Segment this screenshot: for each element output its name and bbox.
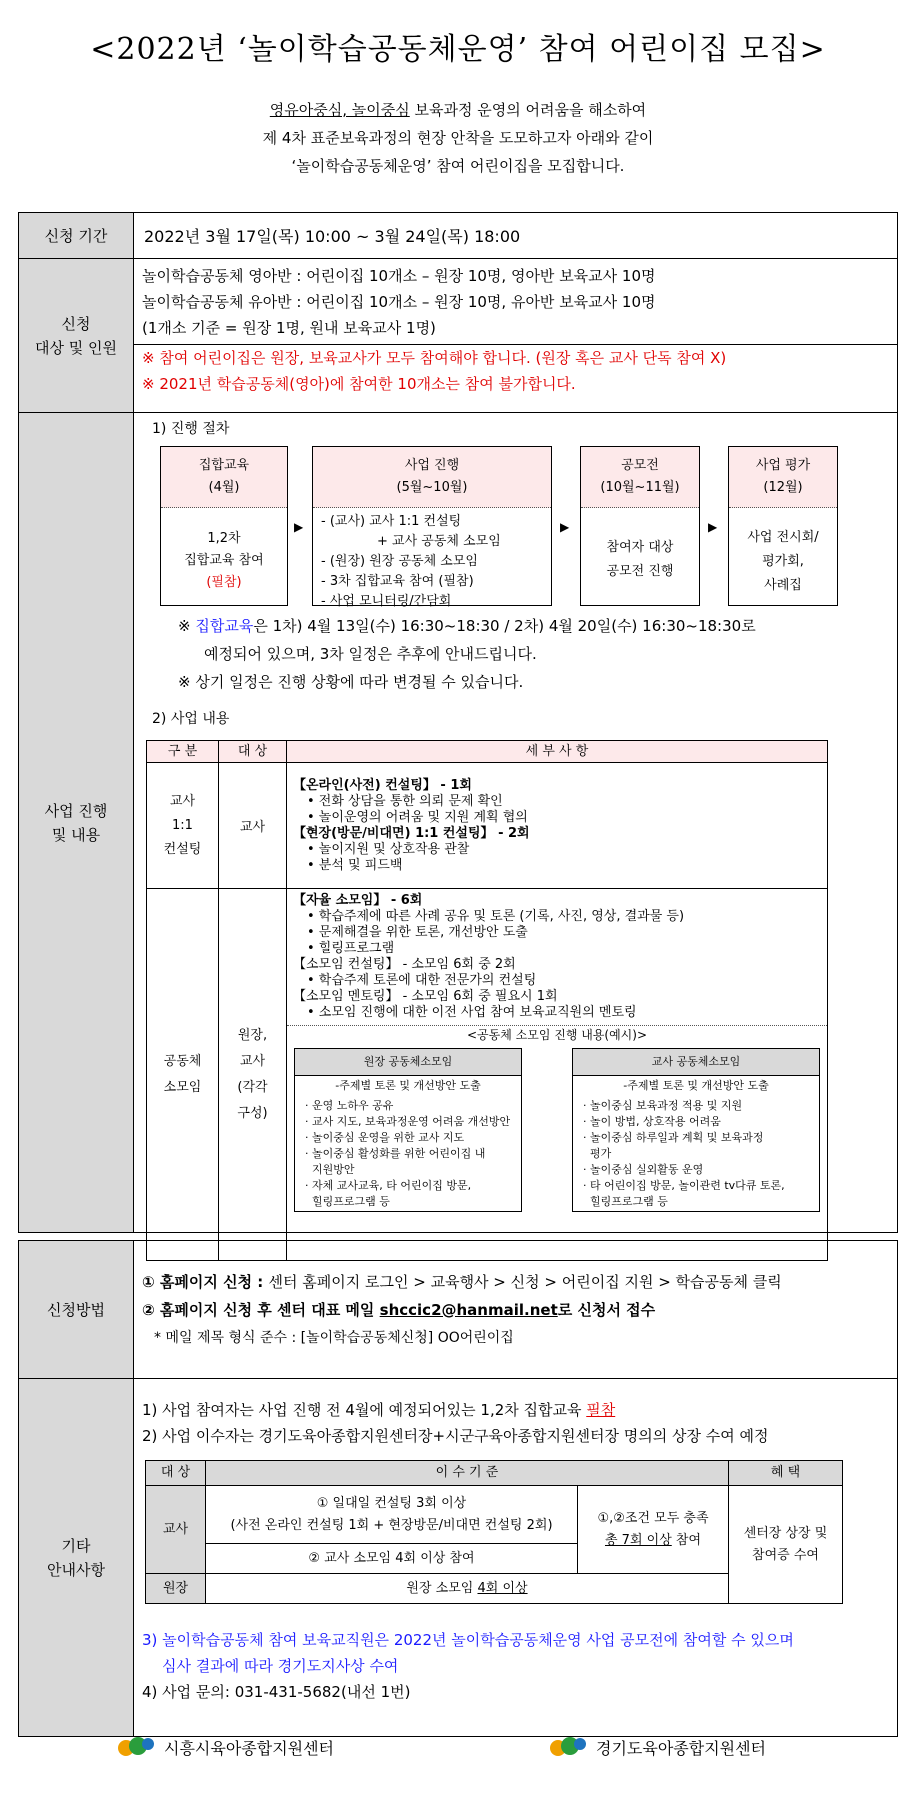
list-item: · 놀이중심 하루일과 계획 및 보육과정 xyxy=(583,1131,764,1144)
arrow-icon: ▶ xyxy=(560,520,570,534)
list-item: 힐링프로그램 등 xyxy=(305,1195,390,1208)
arrow-icon: ▶ xyxy=(294,520,304,534)
step-box-training: 집합교육 (4월) 1,2차 집합교육 참여 (필참) xyxy=(160,446,288,606)
row-community-target: 원장, 교사 (각각 구성) xyxy=(219,889,287,1261)
director-group-box: 원장 공동체소모임 -주제별 토론 및 개선방안 도출 · 운영 노하우 공유 · 교사 지도, 보육과정운영 어려움 개선방안 · 놀이중심 운영을 위한 교사 지도 · 놀이중심 활성화를 위한 어린이집 내 지원방안 · 자체 교사교육, 타 어린이집 방문, 힐링프로그램 등 xyxy=(294,1048,522,1212)
footer-logo-left: 시흥시육아종합지원센터 xyxy=(116,1734,334,1760)
row-community-detail: 【자율 소모임】 - 6회 • 학습주제에 따른 사례 공유 및 토론 (기록, 사진, 영상, 결과물 등) • 문제해결을 위한 토론, 개선방안 도출 • 힐링프로그램 【소모임 컨설팅】 - 소모임 6회 중 2회 • 학습주제 토론에 대한 전문가의 컨설팅 【소모임 멘토링】 - 소모임 6회 중 필요시 1회 • 소모임 진행에 대한 이전 사업 참여 보육교직원의 멘토링 <공동체 소모임 진행 내용(예시)> xyxy=(287,889,828,1261)
apply-content: ① 홈페이지 신청 : 센터 홈페이지 로그인 > 교육행사 > 신청 > 어린이집 지원 > 학습공동체 클릭 ② 홈페이지 신청 후 센터 대표 메일 shccic2@hanmail.net로 신청서 접수 * 메일 제목 형식 준수 : [놀이학습공동체신청] OO어린이집 xyxy=(134,1241,898,1379)
row-community-type: 공동체 소모임 xyxy=(147,889,219,1261)
row-consulting-target: 교사 xyxy=(219,763,287,889)
completion-table: 대 상 이 수 기 준 혜 택 교사 ① 일대일 컨설팅 3회 이상 (사전 온라인 컨설팅 1회 + 현장방문/비대면 컨설팅 2회) ①,②조건 모두 충족 총 7회 이상 참여 센터장 상장 및 참여증 수여 ② 교사 소모임 4회 이상 참여 원장 원장 소모임 4회 이상 xyxy=(145,1460,843,1604)
list-item: 힐링프로그램 등 xyxy=(583,1195,668,1208)
period-value: 2022년 3월 17일(목) 10:00 ~ 3월 24일(목) 18:00 xyxy=(134,213,898,259)
center-logo-icon xyxy=(548,1734,590,1760)
list-item: · 운영 노하우 공유 xyxy=(305,1099,394,1112)
arrow-icon: ▶ xyxy=(708,520,718,534)
target-note-1: ※ 참여 어린이집은 원장, 보육교사가 모두 참여해야 합니다. (원장 혹은 교사 단독 참여 X) xyxy=(142,349,727,367)
process-section-2: 2) 사업 내용 xyxy=(152,711,230,727)
schedule-note: ※ 집합교육은 1차) 4월 13일(수) 16:30~18:30 / 2차) 4월 20일(수) 16:30~18:30로 예정되어 있으며, 3차 일정은 추후에 안내드립니다. ※ 상기 일정은 진행 상황에 따라 변경될 수 있습니다. xyxy=(178,617,756,691)
list-item: · 놀이중심 보육과정 적용 및 지원 xyxy=(583,1099,743,1112)
process-label: 사업 진행 및 내용 xyxy=(19,413,134,1233)
list-item: · 놀이중심 실외활동 운영 xyxy=(583,1163,704,1176)
period-label: 신청 기간 xyxy=(19,213,134,259)
list-item: · 놀이중심 활성화를 위한 어린이집 내 xyxy=(305,1147,486,1160)
list-item: · 타 어린이집 방문, 놀이관련 tv다큐 토론, xyxy=(583,1179,785,1192)
etc-label: 기타 안내사항 xyxy=(19,1379,134,1737)
teacher-group-box: 교사 공동체소모임 -주제별 토론 및 개선방안 도출 · 놀이중심 보육과정 적용 및 지원 · 놀이 방법, 상호작용 어려움 · 놀이중심 하루일과 계획 및 보육과정 평가 · 놀이중심 실외활동 운영 · 타 어린이집 방문, 놀이관련 tv다큐 토론, 힐링프로그램 등 xyxy=(572,1048,820,1212)
example-caption: <공동체 소모임 진행 내용(예시)> xyxy=(287,1025,827,1044)
content-table: 구 분 대 상 세 부 사 항 교사 1:1 컨설팅 교사 【온라인(사전) 컨설팅】 - 1회 • 전화 상담을 통한 의뢰 문제 확인 • 놀이운영의 어려움 및 지원 계획 협의 【현장(방문/비대면) 1:1 컨설팅】 - 2회 • 놀이지원 및 상호작용 관찰 • 분석 및 피드백 공동체 소모임 원장, 교사 (각각 구성) 【자율 소모임】 - 6회 • 학습주제에 따른 사례 공유 및 토론 (기록, 사진, 영상, 결과물 등) • 문제해결을 위한 토론, 개선방안 도출 • 힐링프로그램 【소모임 컨설팅】 - 소모임 6회 중 2회 • 학습주제 토론에 대한 전문가의 컨설팅 【소모임 멘토링】 - 소모임 6회 중 필요시 1회 • 소모임 진행에 대한 이전 사업 참여 보육교직원의 멘토링 <공동체 소모임 진행 내용(예시)> xyxy=(146,740,828,1261)
target-content: 놀이학습공동체 영아반 : 어린이집 10개소 – 원장 10명, 영아반 보육교사 10명 놀이학습공동체 유아반 : 어린이집 10개소 – 원장 10명, 유아반 보육교사 10명 (1개소 기준 = 원장 1명, 원내 보육교사 1명) ※ 참여 어린이집은 원장, 보육교사가 모두 참여해야 합니다. (원장 혹은 교사 단독 참여 X) ※ 2021년 학습공동체(영아)에 참여한 10개소는 참여 불가합니다. xyxy=(134,259,898,413)
email-link[interactable]: shccic2@hanmail.net xyxy=(379,1300,558,1319)
step-box-contest: 공모전 (10월~11월) 참여자 대상 공모전 진행 xyxy=(580,446,700,606)
footer-logo-right: 경기도육아종합지원센터 xyxy=(548,1734,766,1760)
page-title: <2022년 ‘놀이학습공동체운영’ 참여 어린이집 모집> xyxy=(90,32,826,67)
intro-emphasis: 영유아중심, 놀이중심 xyxy=(269,101,410,119)
list-item: 지원방안 xyxy=(305,1163,355,1176)
etc-content: 1) 사업 참여자는 사업 진행 전 4월에 예정되어있는 1,2차 집합교육 필참 2) 사업 이수자는 경기도육아종합지원센터장+시군구육아종합지원센터장 명의의 상장 수여 예정 3) 놀이학습공동체 참여 보육교직원은 2022년 놀이학습공동체운영 사업 공모전에 참여할 수 있으며 심사 결과에 따라 경기도지사상 수여 4) 사업 문의: 031-431-5682(내선 1번) xyxy=(134,1379,898,1737)
apply-label: 신청방법 xyxy=(19,1241,134,1379)
list-item: · 놀이 방법, 상호작용 어려움 xyxy=(583,1115,721,1128)
center-logo-icon xyxy=(116,1734,158,1760)
row-consulting-type: 교사 1:1 컨설팅 xyxy=(147,763,219,889)
target-label: 신청 대상 및 인원 xyxy=(19,259,134,413)
step-box-evaluation: 사업 평가 (12월) 사업 전시회/ 평가회, 사례집 xyxy=(728,446,838,606)
target-note-2: ※ 2021년 학습공동체(영아)에 참여한 10개소는 참여 불가합니다. xyxy=(142,375,576,393)
list-item: · 교사 지도, 보육과정운영 어려움 개선방안 xyxy=(305,1115,511,1128)
list-item: · 놀이중심 운영을 위한 교사 지도 xyxy=(305,1131,465,1144)
list-item: · 자체 교사교육, 타 어린이집 방문, xyxy=(305,1179,472,1192)
process-section-1: 1) 진행 절차 xyxy=(152,421,230,437)
intro: 영유아중심, 놀이중심 보육과정 운영의 어려움을 해소하여 제 4차 표준보육과정의 현장 안착을 도모하고자 아래와 같이 ‘놀이학습공동체운영’ 참여 어린이집을 모집합니다. xyxy=(262,101,654,175)
step-box-progress: 사업 진행 (5월~10월) - (교사) 교사 1:1 컨설팅 + 교사 공동체 소모임 - (원장) 원장 공동체 소모임 - 3차 집합교육 참여 (필참) - 사업 모니터링/간담회 xyxy=(312,446,552,606)
list-item: 평가 xyxy=(583,1147,612,1160)
row-consulting-detail: 【온라인(사전) 컨설팅】 - 1회 • 전화 상담을 통한 의뢰 문제 확인 • 놀이운영의 어려움 및 지원 계획 협의 【현장(방문/비대면) 1:1 컨설팅】 - 2회 • 놀이지원 및 상호작용 관찰 • 분석 및 피드백 xyxy=(287,763,828,889)
